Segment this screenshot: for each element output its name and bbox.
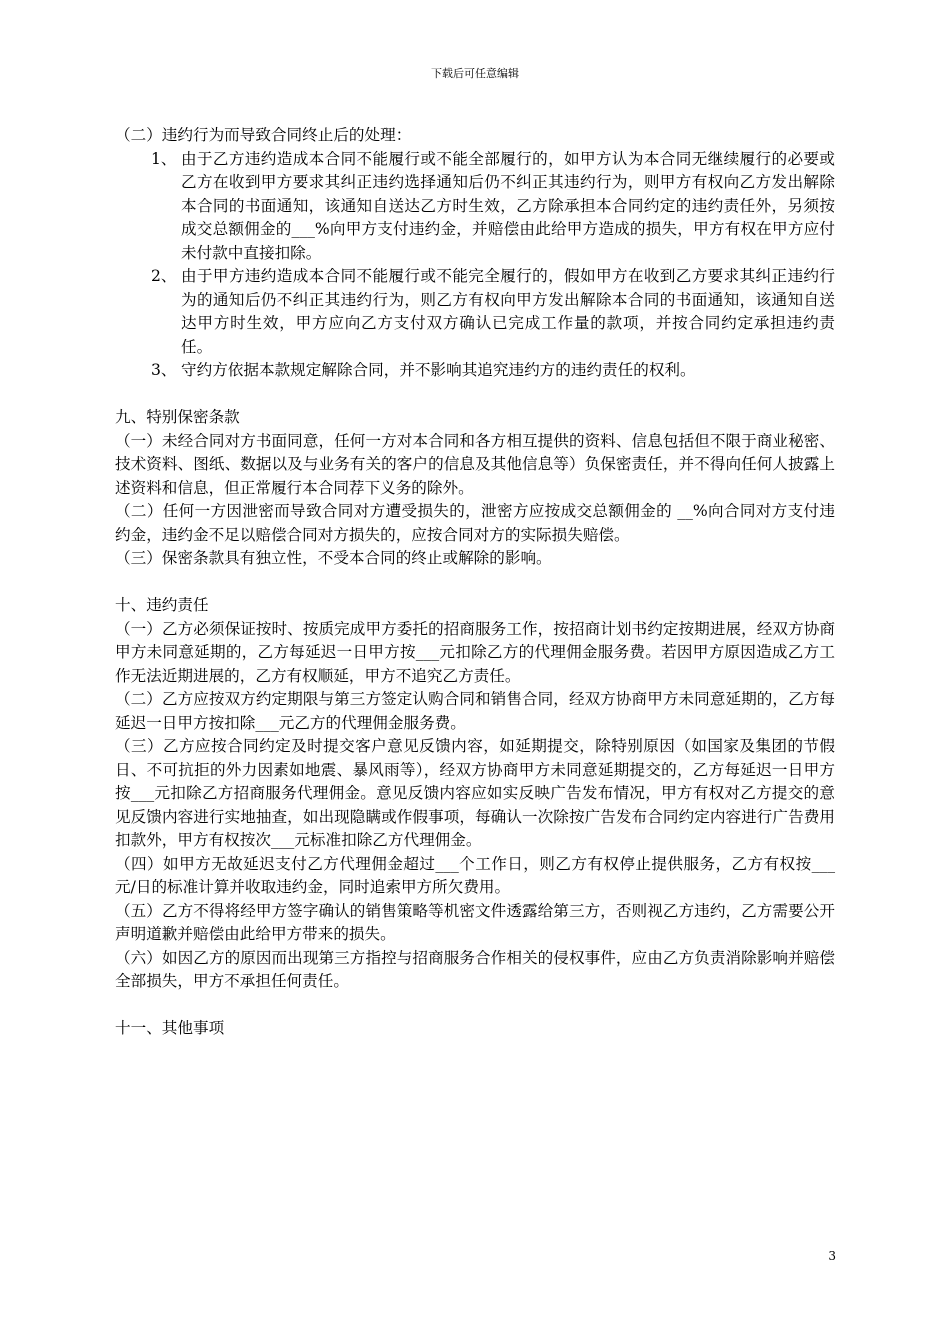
section-10-clause: （五）乙方不得将经甲方签字确认的销售策略等机密文件透露给第三方，否则视乙方违约，乙方需要公开声明道歉并赔偿由此给甲方带来的损失。 [115, 901, 835, 943]
document-body [115, 124, 835, 1041]
section-8-2-heading: （二）违约行为而导致合同终止后的处理： [115, 126, 412, 144]
list-number: 2、 [151, 267, 177, 285]
section-9-heading: 九、特别保密条款 [115, 408, 240, 426]
section-10-clause: （六）如因乙方的原因而出现第三方指控与招商服务合作相关的侵权事件，应由乙方负责消除影响并赔偿全部损失，甲方不承担任何责任。 [115, 948, 835, 990]
list-item [115, 265, 835, 359]
list-number: 1、 [151, 149, 177, 168]
list-item-text: 由于甲方违约造成本合同不能履行或不能完全履行的，假如甲方在收到乙方要求其纠正违约行为的通知后仍不纠正其违约行为，则乙方有权向甲方发出解除本合同的书面通知，该通知自送达甲方时生效，甲方应向乙方支付双方确认已完成工作量的款项，并按合同约定承担违约责任。 [181, 267, 835, 356]
section-9-clause: （一）未经合同对方书面同意，任何一方对本合同和各方相互提供的资料、信息包括但不限于商业秘密、技术资料、图纸、数据以及与业务有关的客户的信息及其他信息等）负保密责任，并不得向任何人披露上述资料和信息，但正常履行本合同荐下义务的除外。 [115, 431, 835, 497]
section-10-heading: 十、违约责任 [115, 596, 209, 614]
section-10-clause: （一）乙方必须保证按时、按质完成甲方委托的招商服务工作，按招商计划书约定按期进展，经双方协商甲方未同意延期的，乙方每延迟一日甲方按___元扣除乙方的代理佣金服务费。若因甲方原因造成乙方工作无法近期进展的，乙方有权顺延，甲方不追究乙方责任。 [115, 619, 835, 685]
section-9-clause: （三）保密条款具有独立性，不受本合同的终止或解除的影响。 [115, 549, 552, 567]
list-item [115, 359, 835, 383]
section-10-clause: （四）如甲方无故延迟支付乙方代理佣金超过___个工作日，则乙方有权停止提供服务，乙方有权按___元/日的标准计算并收取违约金，同时追索甲方所欠费用。 [115, 854, 835, 896]
page-number: 3 [828, 1249, 836, 1263]
section-10-clause: （三）乙方应按合同约定及时提交客户意见反馈内容，如延期提交，除特别原因（如国家及集团的节假日、不可抗拒的外力因素如地震、暴风雨等），经双方协商甲方未同意延期提交的，乙方每延迟一日甲方按___元扣除乙方招商服务代理佣金。意见反馈内容应如实反映广告发布情况，甲方有权对乙方提交的意见反馈内容进行实地抽查，如出现隐瞒或作假事项，每确认一次除按广告发布合同约定内容进行广告费用扣款外，甲方有权按次___元标准扣除乙方代理佣金。 [115, 737, 835, 849]
section-10-clause: （二）乙方应按双方约定期限与第三方签定认购合同和销售合同，经双方协商甲方未同意延期的，乙方每延迟一日甲方按扣除___元乙方的代理佣金服务费。 [115, 690, 835, 732]
section-11-heading: 十一、其他事项 [115, 1019, 225, 1037]
list-item [115, 148, 835, 266]
list-item-text: 由于乙方违约造成本合同不能履行或不能全部履行的，如甲方认为本合同无继续履行的必要或乙方在收到甲方要求其纠正违约选择通知后仍不纠正其违约行为，则甲方有权向乙方发出解除本合同的书面通知，该通知自送达乙方时生效，乙方除承担本合同约定的违约责任外，另须按成交总额佣金的___%向甲方支付违约金，并赔偿由此给甲方造成的损失，甲方有权在甲方应付未付款中直接扣除。 [181, 149, 835, 262]
list-number: 3、 [151, 361, 177, 379]
page-header: 下载后可任意编辑 [431, 67, 519, 80]
section-9-clause: （二）任何一方因泄密而导致合同对方遭受损失的，泄密方应按成交总额佣金的 __%向合同对方支付违约金，违约金不足以赔偿合同对方损失的，应按合同对方的实际损失赔偿。 [115, 502, 835, 544]
list-item-text: 守约方依据本款规定解除合同，并不影响其追究违约方的违约责任的权利。 [181, 361, 696, 379]
